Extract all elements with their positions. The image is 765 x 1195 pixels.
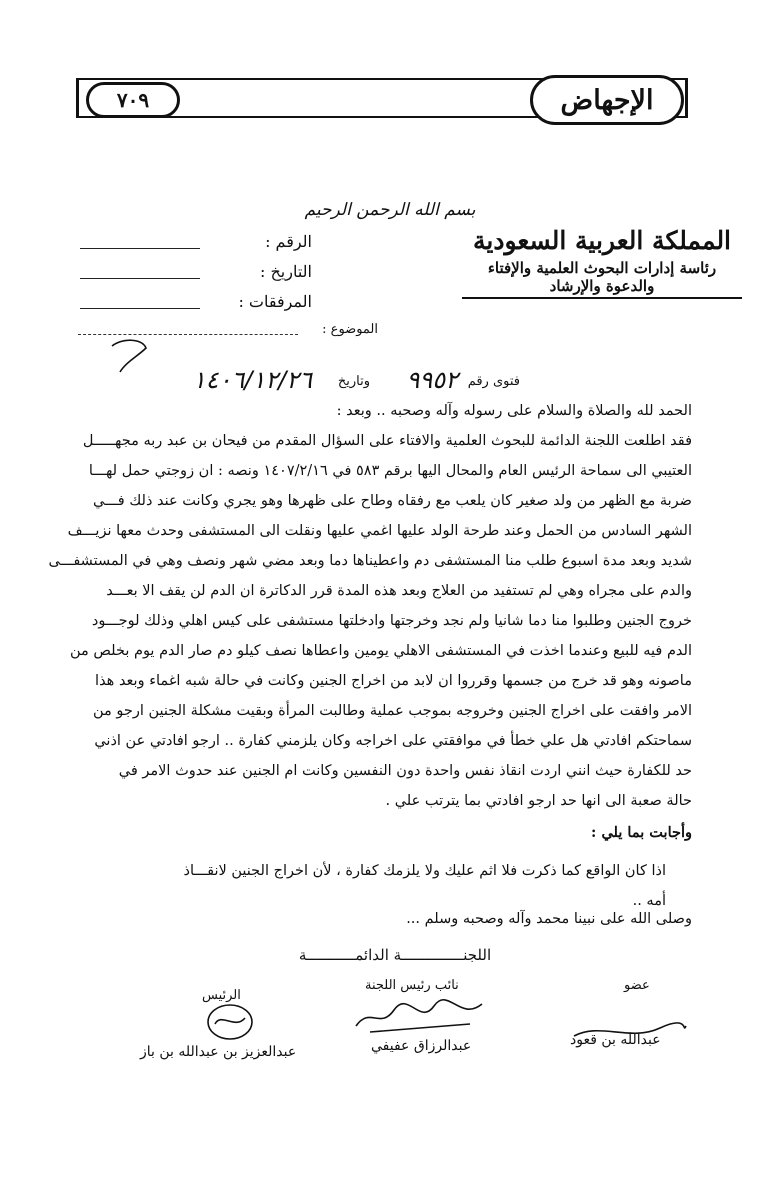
answer-intro: وأجابت بما يلي : — [591, 824, 692, 841]
signatory-role: عضو — [624, 978, 650, 993]
ref-field-number — [72, 232, 312, 256]
ref-field-date — [72, 262, 312, 286]
signatory-name: عبدالعزيز بن عبدالله بن باز — [140, 1044, 297, 1060]
fatwa-date-label: وتاريخ — [337, 374, 370, 389]
body-line: والدم على مجراه وهي لم تستفيد من العلاج وبعد هذه المدة قرر الدكاترة ان الدم لن يقف الا بعـــد — [106, 583, 692, 599]
header-right-cap — [685, 78, 688, 118]
body-line: ضربة مع الظهر من ولد صغير كان يلعب مع رفقاه وطاح على ظهرها وهو يجري وكانت عند ذلك فـــي — [92, 493, 692, 509]
page-number: ٧٠٩ — [86, 82, 180, 118]
fatwa-date: ١٤٠٦/١٢/٢٦ — [192, 366, 312, 394]
basmala: بسم الله الرحمن الرحيم — [304, 200, 476, 220]
official-seal — [205, 1002, 255, 1042]
field-blank — [80, 234, 200, 249]
signature-deputy — [350, 996, 490, 1036]
body-line: شديد وبعد مدة اسبوع طلب منا المستشفى دم واعطيناها دما وبعد مضي شهر ونصف وهي في المستشفـــى — [48, 553, 692, 569]
body-line: الحمد لله والصلاة والسلام على رسوله وآله وصحبه .. وبعد : — [336, 403, 692, 419]
closing-line: وصلى الله على نبينا محمد وآله وصحبه وسلم ... — [406, 911, 692, 927]
signatory-name: عبدالله بن قعود — [570, 1032, 661, 1048]
body-line: الامر وافقت على اخراج الجنين وخروجه بموجب عملية وطالبت المرأة وبقيت مشكلة الجنين ارجو من — [92, 703, 692, 719]
org-department: رئاسة إدارات البحوث العلمية والإفتاء والدعوة والإرشاد — [462, 259, 742, 299]
answer-line: اذا كان الواقع كما ذكرت فلا اثم عليك ولا يلزمك كفارة ، لأن اخراج الجنين لانقـــاذ — [183, 863, 666, 879]
header-band — [76, 72, 688, 122]
letterhead-logo — [462, 226, 742, 299]
fatwa-number: ٩٩٥٢ — [406, 366, 458, 394]
question-body — [48, 396, 692, 816]
org-name: المملكة العربية السعودية — [472, 226, 732, 255]
subject-label: الموضوع : — [322, 322, 378, 337]
body-line: العتيبي الى سماحة الرئيس العام والمحال اليها برقم ٥٨٣ في ١٤٠٧/٢/١٦ ونصه : ان زوجتي حمل لهـــا — [88, 463, 692, 479]
field-label: التاريخ : — [259, 262, 312, 281]
body-line: الشهر السادس من الحمل وعند طرحة الولد عليها اغمي عليها ونقلت الى المستشفى وحدث معها نزيـــف — [67, 523, 692, 539]
ref-field-attachments — [72, 292, 312, 316]
chapter-title: الإجهاض — [530, 75, 684, 125]
body-line: حد للكفارة حيث انني اردت انقاذ نفس واحدة دون النفسين وكانت ام الجنين عند حدوث الامر في — [118, 763, 692, 779]
field-blank — [80, 294, 200, 309]
body-line: خروج الجنين وطلبوا منا دما شانيا ولم نجد وخرجتها وادخلتها مستشفى على كيس اهلي وذلك لوجـــود — [91, 613, 692, 629]
answer-line: أمه .. — [632, 893, 666, 909]
body-line: ماصونه وهو قد خرج من جسمها وقرروا ان لابد من اخراج الجنين وكانت في حالة شبه اغماء وبعد هذا — [95, 673, 692, 689]
signatory-name: عبدالرزاق عفيفي — [371, 1038, 472, 1054]
field-blank — [80, 264, 200, 279]
body-line: حالة صعبة الى انها حد ارجو افادتي بما يترتب علي . — [385, 793, 692, 809]
header-left-cap — [76, 78, 79, 118]
field-label: الرقم : — [265, 232, 312, 251]
signatory-role: نائب رئيس اللجنة — [365, 978, 459, 993]
fatwa-label: فتوى رقم — [467, 374, 520, 389]
field-label: المرفقات : — [238, 292, 312, 311]
fatwa-reference — [100, 366, 520, 400]
subject-blank — [78, 334, 298, 335]
committee-label: اللجنــــــــــــــة الدائمـــــــــــة — [298, 946, 492, 964]
body-line: فقد اطلعت اللجنة الدائمة للبحوث العلمية والافتاء على السؤال المقدم من فيحان بن عبد ربه مجهـــــل — [82, 433, 692, 449]
signature-member — [570, 1016, 690, 1046]
signatory-role: الرئيس — [202, 988, 241, 1003]
body-line: سماحتكم افادتي هل علي خطأ في موافقتي على اخراجه وكان يلزمني كفارة .. ارجو افادتي عن اذني — [94, 733, 692, 749]
body-line: الدم فيه للبيع وعندما اخذت في المستشفى الاهلي يومين واعطاها نصف كيلو دم صار الدم يوم بخلص من — [69, 643, 692, 659]
